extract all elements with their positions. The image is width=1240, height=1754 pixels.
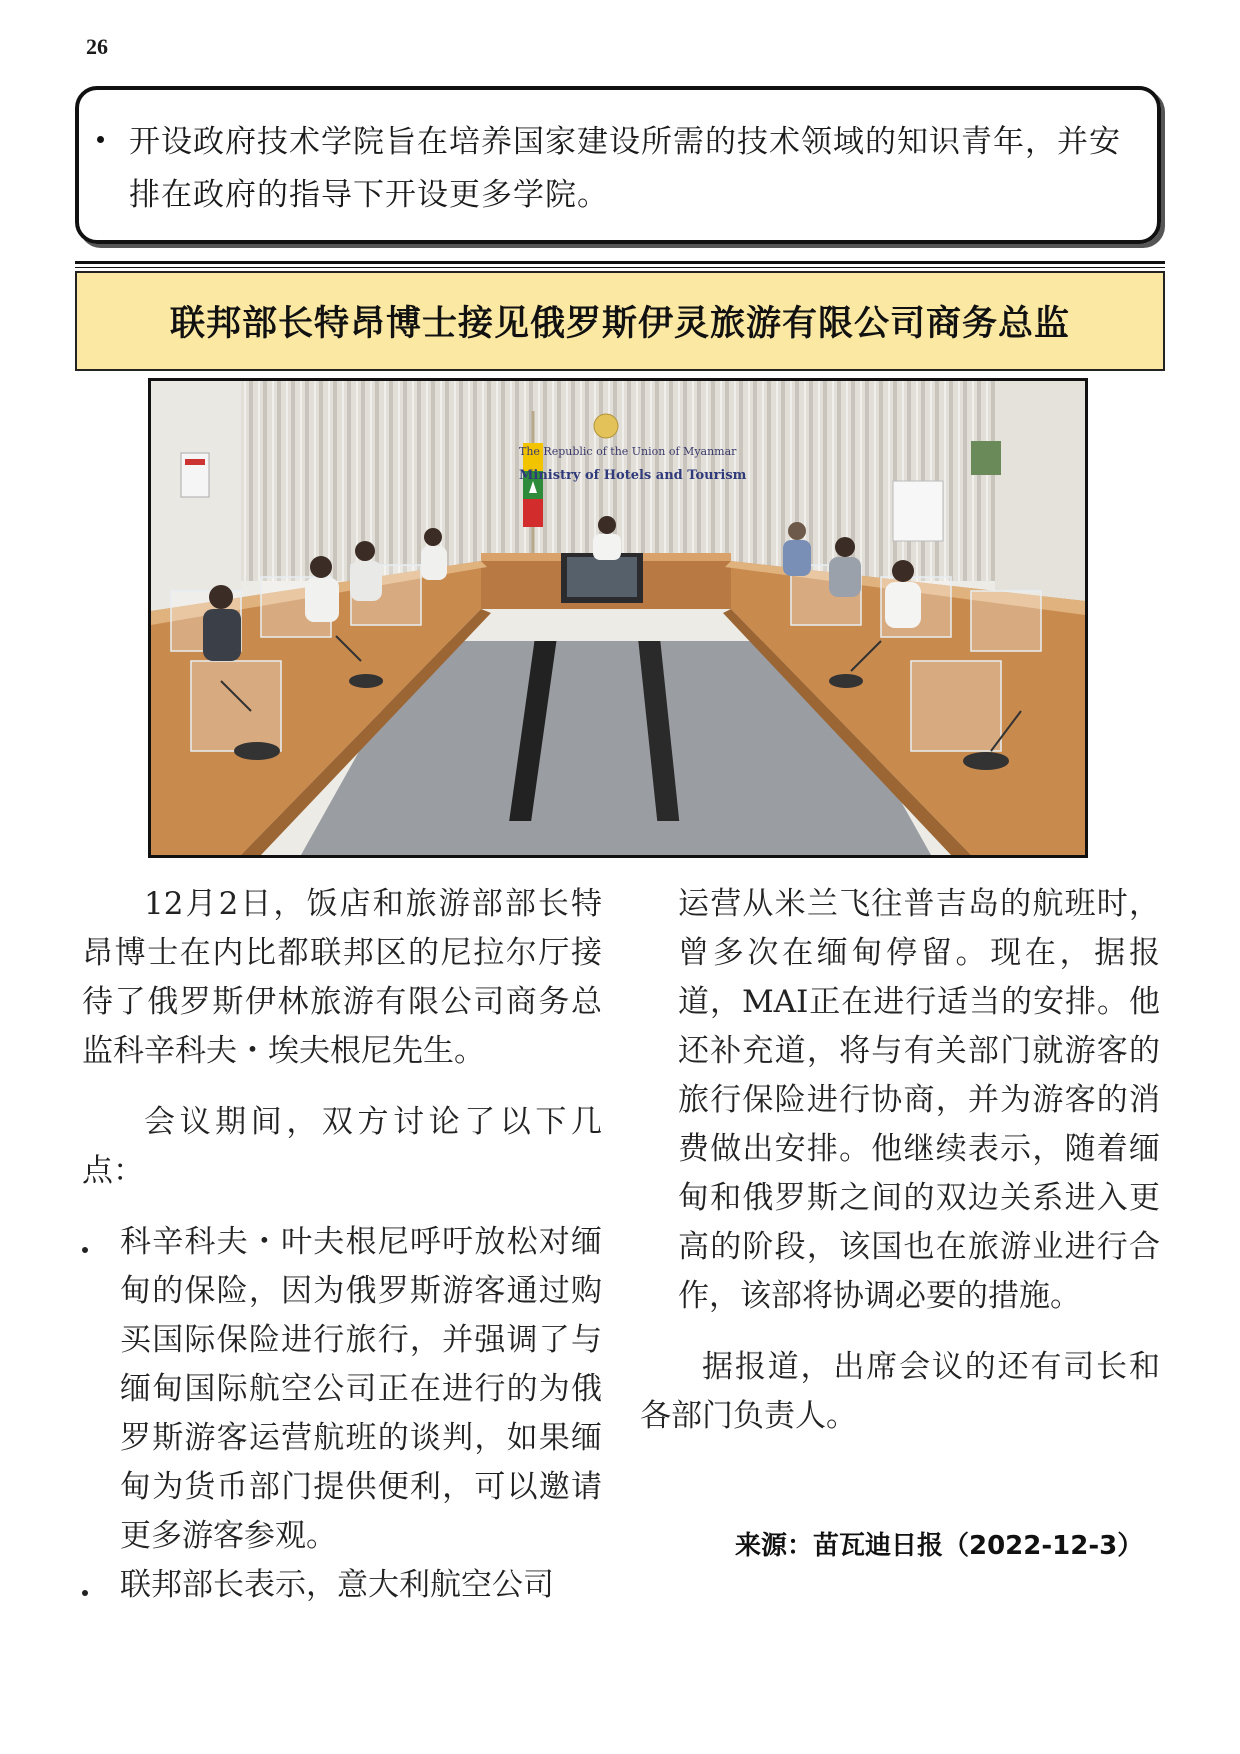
highlight-box bbox=[75, 86, 1161, 244]
meeting-room-illustration bbox=[151, 381, 1085, 855]
list-item bbox=[82, 1218, 602, 1561]
page-number: 26 bbox=[86, 34, 108, 59]
list-item-text: 科辛科夫・叶夫根尼呼吁放松对缅甸的保险，因为俄罗斯游客通过购买国际保险进行旅行，并强调了与缅甸国际航空公司正在进行的为俄罗斯游客运营航班的谈判，如果缅甸为货币部门提供便利，可以邀请更多游客参观。 bbox=[120, 1224, 602, 1554]
divider-rule-thin bbox=[75, 267, 1165, 268]
highlight-bullet-text: 开设政府技术学院旨在培养国家建设所需的技术领域的知识青年，并安排在政府的指导下开设更多学院。 bbox=[129, 124, 1121, 213]
bullet-icon bbox=[82, 1247, 88, 1253]
bullet-icon bbox=[97, 136, 104, 143]
article-left-column bbox=[82, 880, 602, 1610]
discussion-points-list bbox=[82, 1218, 602, 1610]
article-right-column bbox=[640, 880, 1160, 1441]
article-paragraph: 会议期间，双方讨论了以下几点： bbox=[82, 1104, 602, 1189]
list-item bbox=[82, 1561, 602, 1610]
sign-line-2: Ministry of Hotels and Tourism bbox=[519, 468, 747, 483]
article-paragraph: 12月2日，饭店和旅游部部长特昂博士在内比都联邦区的尼拉尔厅接待了俄罗斯伊林旅游有限公司商务总监科辛科夫・埃夫根尼先生。 bbox=[82, 886, 602, 1069]
divider-rule bbox=[75, 261, 1165, 264]
list-item-text: 联邦部长表示，意大利航空公司 bbox=[120, 1567, 554, 1603]
article-paragraph: 据报道，出席会议的还有司长和各部门负责人。 bbox=[640, 1349, 1160, 1434]
source-citation: 来源：苗瓦迪日报（2022-12-3） bbox=[735, 1531, 1144, 1561]
article-title: 联邦部长特昂博士接见俄罗斯伊灵旅游有限公司商务总监 bbox=[169, 304, 1070, 344]
list-item-continuation: 运营从米兰飞往普吉岛的航班时，曾多次在缅甸停留。现在，据报道，MAI正在进行适当的安排。他还补充道，将与有关部门就游客的旅行保险进行协商，并为游客的消费做出安排。他继续表示，随着缅甸和俄罗斯之间的双边关系进入更高的阶段，该国也在旅游业进行合作，该部将协调必要的措施。 bbox=[678, 886, 1160, 1314]
headline-banner bbox=[75, 271, 1165, 371]
bullet-icon bbox=[82, 1590, 88, 1596]
sign-line-1: The Republic of the Union of Myanmar bbox=[519, 445, 737, 458]
meeting-photo bbox=[148, 378, 1088, 858]
